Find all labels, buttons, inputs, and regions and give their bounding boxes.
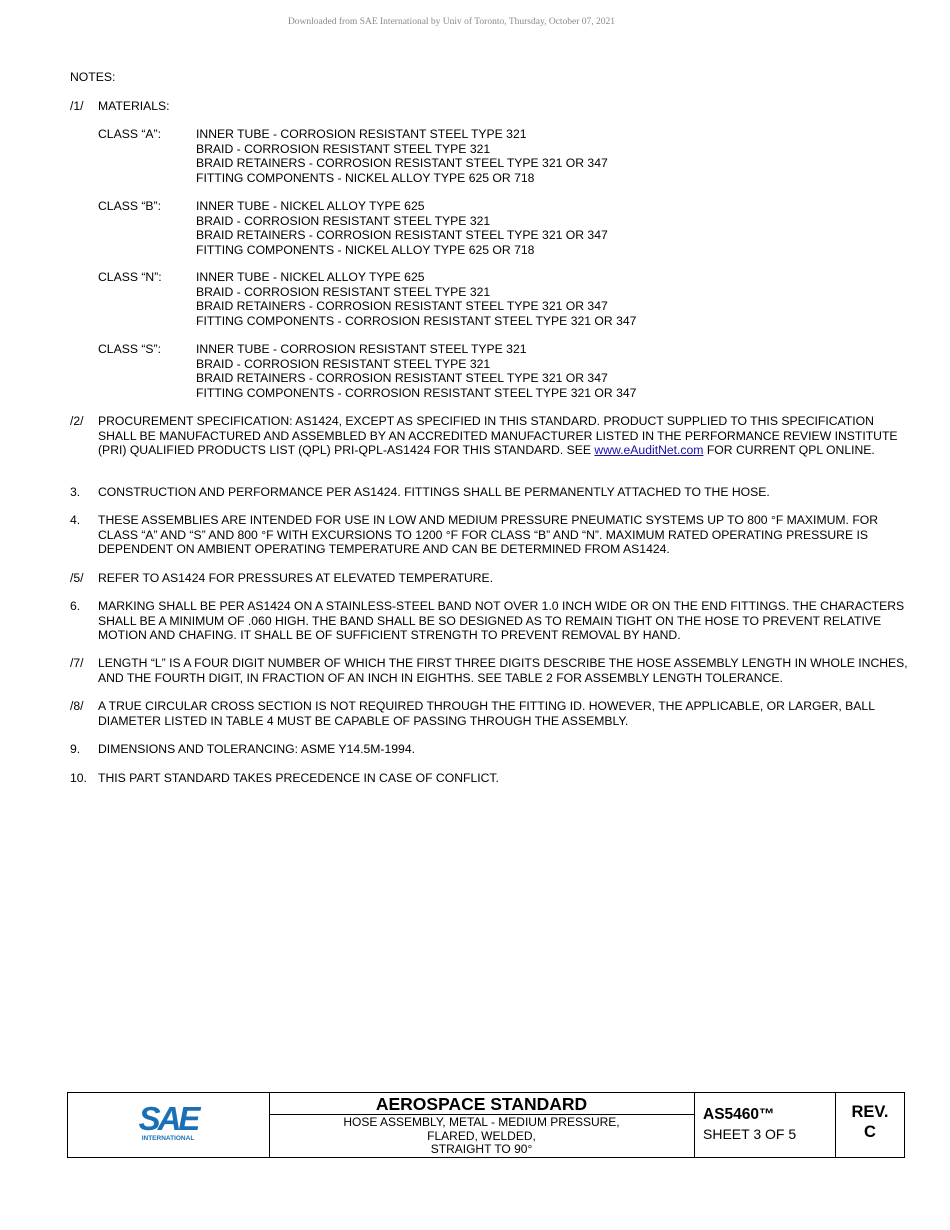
note-text-part: FOR CURRENT QPL ONLINE. [703,443,875,457]
material-line: BRAID - CORROSION RESISTANT STEEL TYPE 321 [196,284,491,299]
sheet-number: SHEET 3 OF 5 [703,1126,797,1142]
notes-heading: NOTES: [70,70,116,84]
materials-title: MATERIALS: [98,99,170,113]
class-label: CLASS “A”: [98,127,161,141]
note-6 [70,599,910,643]
material-line: BRAID - CORROSION RESISTANT STEEL TYPE 321 [196,141,491,156]
part-title [269,1115,694,1157]
material-line: BRAID RETAINERS - CORROSION RESISTANT STEEL TYPE 321 OR 347 [196,299,608,313]
material-line: INNER TUBE - CORROSION RESISTANT STEEL TYPE 321 [196,342,527,356]
material-line: BRAID - CORROSION RESISTANT STEEL TYPE 321 [196,213,491,228]
note-text: A TRUE CIRCULAR CROSS SECTION IS NOT REQUIRED THROUGH THE FITTING ID. HOWEVER, THE APPLICABLE, OR LARGER, BALL DIAMETER LISTED IN TABLE 4 MUST BE CAPABLE OF PASSING THROUGH THE ASSEMBLY. [98,699,875,728]
note-number: 3. [70,485,81,499]
note-text: REFER TO AS1424 FOR PRESSURES AT ELEVATED TEMPERATURE. [98,571,494,585]
document-number: AS5460™ [703,1106,775,1123]
note-text: THIS PART STANDARD TAKES PRECEDENCE IN CASE OF CONFLICT. [98,771,499,785]
class-s-block [98,342,898,400]
class-label: CLASS “B”: [98,199,161,213]
note-text: LENGTH “L” IS A FOUR DIGIT NUMBER OF WHICH THE FIRST THREE DIGITS DESCRIBE THE HOSE ASSEMBLY LENGTH IN WHOLE INCHES, AND THE FOURTH DIGIT, IN FRACTION OF AN INCH IN EIGHTHS. SEE TABLE 2 FOR ASSEMBLY LENGTH TOLERANCE. [98,656,908,685]
note-9 [70,742,910,757]
note-10 [70,771,910,786]
part-title-line: STRAIGHT TO 90° [430,1142,533,1156]
material-line: INNER TUBE - CORROSION RESISTANT STEEL TYPE 321 [196,127,527,141]
note-number: /2/ [70,414,84,428]
note-text: DIMENSIONS AND TOLERANCING: ASME Y14.5M-1994. [98,742,415,756]
note-text [98,414,910,458]
note-3 [70,485,910,500]
material-line: INNER TUBE - NICKEL ALLOY TYPE 625 [196,270,425,284]
note-8 [70,699,910,728]
class-b-block [98,199,898,257]
revision-value: C [864,1123,876,1141]
title-cell [269,1093,695,1157]
document-cell [695,1093,836,1157]
sae-logo-text: SAE [138,1100,198,1137]
class-label: CLASS “N”: [98,270,162,284]
sae-logo-subtitle: INTERNATIONAL [141,1135,195,1142]
note-number: /1/ [70,99,84,113]
note-number: /5/ [70,571,84,585]
note-text: THESE ASSEMBLIES ARE INTENDED FOR USE IN LOW AND MEDIUM PRESSURE PNEUMATIC SYSTEMS UP TO 800 °F MAXIMUM. FOR CLASS “A” AND “S” AND 800 °F WITH EXCURSIONS TO 1200 °F FOR CLASS “B” AND “N”. MAXIMUM RATED OPERATING PRESSURE IS DEPENDENT ON AMBIENT OPERATING TEMPERATURE AND CAN BE DETERMINED FROM AS1424. [98,513,879,556]
material-line: FITTING COMPONENTS - CORROSION RESISTANT STEEL TYPE 321 OR 347 [196,385,637,400]
revision-cell [836,1093,904,1157]
material-line: FITTING COMPONENTS - NICKEL ALLOY TYPE 625 OR 718 [196,170,535,185]
download-watermark: Downloaded from SAE International by Univ of Toronto, Thursday, October 07, 2021 [287,17,616,27]
note-number: 6. [70,599,81,613]
sae-logo-cell [68,1093,270,1157]
class-label: CLASS “S”: [98,342,161,356]
material-line: FITTING COMPONENTS - CORROSION RESISTANT STEEL TYPE 321 OR 347 [196,313,637,328]
material-line: INNER TUBE - NICKEL ALLOY TYPE 625 [196,199,425,213]
note-number: 10. [70,771,87,785]
note-5 [70,571,910,586]
sae-logo [68,1093,269,1157]
note-number: /7/ [70,656,84,670]
material-line: BRAID RETAINERS - CORROSION RESISTANT STEEL TYPE 321 OR 347 [196,228,608,242]
note-2 [70,414,910,458]
note-7 [70,656,910,685]
material-line: BRAID RETAINERS - CORROSION RESISTANT STEEL TYPE 321 OR 347 [196,371,608,385]
note-text: CONSTRUCTION AND PERFORMANCE PER AS1424. FITTINGS SHALL BE PERMANENTLY ATTACHED TO THE HOSE. [98,485,770,499]
class-a-block [98,127,898,185]
note-text-part: PROCUREMENT SPECIFICATION: AS1424, EXCEPT AS SPECIFIED IN THIS STANDARD. PRODUCT SUPPLIED TO THIS SPECIFICATION SHALL BE MANUFACTURED AND ASSEMBLED BY AN ACCREDITED MANUFACTURER LISTED IN THE PERFORMANCE REVIEW INSTITUTE (PRI) QUALIFIED PRODUCTS LIST (QPL) PRI-QPL-AS1424 FOR THIS STANDARD. SEE [98,414,898,457]
material-line: FITTING COMPONENTS - NICKEL ALLOY TYPE 625 OR 718 [196,242,535,257]
part-title-line: FLARED, WELDED, [427,1128,536,1143]
note-text: MARKING SHALL BE PER AS1424 ON A STAINLESS-STEEL BAND NOT OVER 1.0 INCH WIDE OR ON THE END FITTINGS. THE CHARACTERS SHALL BE A MINIMUM OF .060 HIGH. THE BAND SHALL BE SO DESIGNED AS TO REMAIN TIGHT ON THE HOSE TO PREVENT RELATIVE MOTION AND CHAFING. IT SHALL BE OF SUFFICIENT STRENGTH TO PREVENT REMOVAL BY HAND. [98,599,905,642]
standard-heading: AEROSPACE STANDARD [269,1093,694,1115]
eauditnet-link[interactable]: www.eAuditNet.com [594,443,704,457]
title-block [67,1092,905,1158]
material-line: BRAID - CORROSION RESISTANT STEEL TYPE 321 [196,356,491,371]
part-title-line: HOSE ASSEMBLY, METAL - MEDIUM PRESSURE, [343,1115,620,1129]
note-number: 9. [70,742,81,756]
note-number: /8/ [70,699,84,713]
class-n-block [98,270,898,328]
material-line: BRAID RETAINERS - CORROSION RESISTANT STEEL TYPE 321 OR 347 [196,156,608,170]
note-number: 4. [70,513,81,527]
note-4 [70,513,910,557]
revision-label: REV. [851,1103,889,1121]
